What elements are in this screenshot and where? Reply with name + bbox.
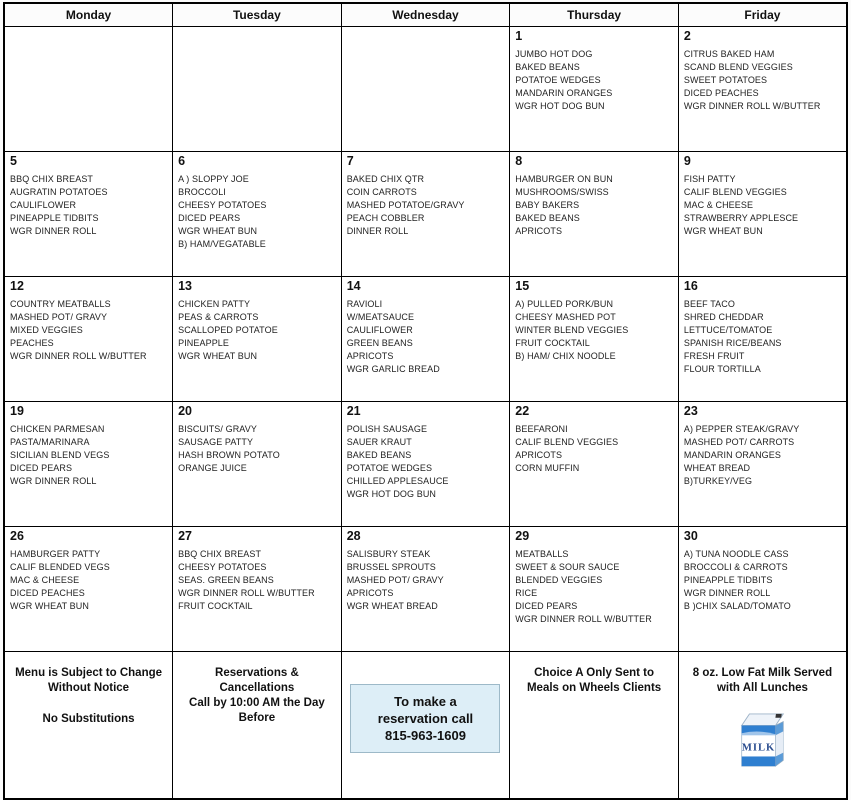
day-cell-19	[4, 402, 173, 527]
day-number: 21	[346, 404, 361, 418]
menu-item: SICILIAN BLEND VEGS	[10, 450, 110, 460]
menu-item: POLISH SAUSAGE	[346, 424, 428, 434]
day-cell-20	[173, 402, 342, 527]
menu-item: BISCUITS/ GRAVY	[178, 424, 257, 434]
menu-item: CAULIFLOWER	[346, 325, 413, 335]
day-header-thursday: Thursday	[510, 3, 679, 27]
menu-item: BEEF TACO	[683, 299, 735, 309]
menu-item: BAKED BEANS	[515, 213, 580, 223]
reservations-text: Call by 10:00 AM the Day	[189, 697, 325, 709]
menu-item: FLOUR TORTILLA	[683, 364, 761, 374]
menu-calendar	[3, 2, 848, 765]
menu-item: SPANISH RICE/BEANS	[683, 338, 782, 348]
menu-item: SCAND BLEND VEGGIES	[683, 62, 793, 72]
menu-item: B )CHIX SALAD/TOMATO	[683, 601, 791, 611]
calendar-table	[3, 2, 848, 800]
menu-item: CHILLED APPLESAUCE	[346, 476, 449, 486]
menu-item: WGR WHEAT BUN	[178, 351, 258, 361]
menu-item: SALISBURY STEAK	[346, 549, 431, 559]
day-number: 29	[515, 529, 530, 543]
menu-item: FRESH FRUIT	[683, 351, 745, 361]
menu-item: RICE	[515, 588, 538, 598]
week-row	[4, 402, 847, 527]
menu-item: WGR DINNER ROLL W/BUTTER	[10, 351, 147, 361]
day-cell-5	[4, 152, 173, 277]
menu-item: SAUER KRAUT	[346, 437, 412, 447]
footer-row	[4, 652, 847, 800]
menu-item: WHEAT BREAD	[683, 463, 751, 473]
day-cell-23	[678, 402, 847, 527]
menu-item: APRICOTS	[515, 226, 563, 236]
menu-item: MASHED POT/ GRAVY	[346, 575, 444, 585]
menu-item: WGR WHEAT BUN	[10, 601, 89, 611]
day-number: 2	[683, 29, 691, 43]
menu-item: COUNTRY MEATBALLS	[10, 299, 111, 309]
day-cell-1	[510, 27, 679, 152]
menu-item: WGR DINNER ROLL W/BUTTER	[683, 101, 821, 111]
reservation-box-text: reservation call	[377, 711, 474, 726]
day-number: 22	[515, 404, 530, 418]
menu-item: CORN MUFFIN	[515, 463, 580, 473]
day-number: 19	[10, 404, 24, 418]
menu-item: JUMBO HOT DOG	[515, 49, 593, 59]
reservations-text: Reservations &	[215, 667, 299, 679]
menu-item: FISH PATTY	[683, 174, 736, 184]
day-cell-empty	[173, 27, 342, 152]
menu-item: PEAS & CARROTS	[178, 312, 259, 322]
milk-label: MILK	[742, 742, 776, 754]
menu-item: WINTER BLEND VEGGIES	[515, 325, 629, 335]
menu-item: B) HAM/VEGATABLE	[178, 239, 266, 249]
menu-item: FRUIT COCKTAIL	[178, 601, 253, 611]
menu-item: A) TUNA NOODLE CASS	[683, 549, 789, 559]
footer-note-menu-change	[4, 652, 173, 800]
day-number: 9	[683, 154, 691, 168]
menu-item: CHICKEN PATTY	[178, 299, 251, 309]
day-cell-7	[341, 152, 510, 277]
day-number: 13	[178, 279, 192, 293]
menu-item: BBQ CHIX BREAST	[10, 174, 94, 184]
menu-change-text: Menu is Subject to Change	[15, 667, 163, 679]
menu-item: W/MEATSAUCE	[346, 312, 415, 322]
day-number: 15	[515, 279, 530, 293]
menu-item: CALIF BLENDED VEGS	[10, 562, 110, 572]
day-number: 8	[515, 154, 523, 168]
menu-item: DICED PEARS	[515, 601, 578, 611]
menu-item: B)TURKEY/VEG	[683, 476, 753, 486]
menu-item: BAKED BEANS	[346, 450, 412, 460]
reservation-phone-number: 815-963-1609	[385, 728, 466, 743]
menu-item: BEEFARONI	[515, 424, 568, 434]
day-number: 27	[178, 529, 192, 543]
day-header-row	[4, 3, 847, 27]
menu-item: WGR WHEAT BUN	[683, 226, 763, 236]
day-number: 6	[178, 154, 186, 168]
day-cell-26	[4, 527, 173, 652]
menu-item: MIXED VEGGIES	[10, 325, 83, 335]
day-number: 26	[10, 529, 24, 543]
day-number: 1	[515, 29, 523, 43]
week-row	[4, 27, 847, 152]
menu-item: RAVIOLI	[346, 299, 383, 309]
day-header-monday: Monday	[4, 3, 173, 27]
day-cell-9	[678, 152, 847, 277]
menu-item: CITRUS BAKED HAM	[683, 49, 775, 59]
menu-item: POTATOE WEDGES	[515, 75, 601, 85]
menu-item: SWEET POTATOES	[683, 75, 768, 85]
menu-item: PINEAPPLE	[178, 338, 230, 348]
day-cell-16	[678, 277, 847, 402]
menu-item: WGR WHEAT BREAD	[346, 601, 438, 611]
day-cell-empty	[341, 27, 510, 152]
day-header-friday: Friday	[678, 3, 847, 27]
menu-item: CALIF BLEND VEGGIES	[683, 187, 787, 197]
menu-item: BBQ CHIX BREAST	[178, 549, 262, 559]
day-number: 14	[346, 279, 361, 293]
menu-item: APRICOTS	[346, 588, 394, 598]
milk-carton-icon	[684, 710, 841, 777]
menu-item: WGR GARLIC BREAD	[346, 364, 440, 374]
day-number: 23	[683, 404, 698, 418]
menu-item: MAC & CHEESE	[10, 575, 80, 585]
menu-item: CAULIFLOWER	[10, 200, 77, 210]
day-cell-6	[173, 152, 342, 277]
reservations-text: Before	[238, 712, 276, 724]
menu-item: MAC & CHEESE	[683, 200, 754, 210]
footer-note-choice-a	[510, 652, 679, 800]
menu-item: DINNER ROLL	[346, 226, 409, 236]
menu-item: CHICKEN PARMESAN	[10, 424, 105, 434]
menu-item: APRICOTS	[515, 450, 563, 460]
week-row	[4, 277, 847, 402]
menu-item: CHEESY POTATOES	[178, 562, 267, 572]
day-cell-21	[341, 402, 510, 527]
menu-item: PINEAPPLE TIDBITS	[10, 213, 99, 223]
day-cell-22	[510, 402, 679, 527]
reservation-box-text: To make a	[394, 694, 457, 709]
footer-note-milk	[678, 652, 847, 800]
day-cell-14	[341, 277, 510, 402]
menu-item: FRUIT COCKTAIL	[515, 338, 590, 348]
menu-item: WGR DINNER ROLL	[10, 476, 97, 486]
menu-item: MEATBALLS	[515, 549, 569, 559]
menu-item: BROCCOLI & CARROTS	[683, 562, 788, 572]
menu-item: BAKED CHIX QTR	[346, 174, 425, 184]
menu-item: BABY BAKERS	[515, 200, 580, 210]
day-header-wednesday: Wednesday	[341, 3, 510, 27]
day-cell-13	[173, 277, 342, 402]
menu-item: PINEAPPLE TIDBITS	[683, 575, 773, 585]
menu-item: MANDARIN ORANGES	[683, 450, 781, 460]
choice-a-text: Choice A Only Sent to	[534, 667, 655, 679]
reservation-call-box	[350, 684, 500, 753]
menu-item: DICED PEARS	[178, 213, 241, 223]
day-number: 20	[178, 404, 192, 418]
menu-item: MASHED POTATOE/GRAVY	[346, 200, 465, 210]
milk-note-text: with All Lunches	[716, 682, 808, 694]
menu-item: PASTA/MARINARA	[10, 437, 90, 447]
milk-note-text: 8 oz. Low Fat Milk Served	[692, 667, 833, 679]
week-row	[4, 527, 847, 652]
day-number: 7	[346, 154, 354, 168]
menu-item: WGR DINNER ROLL W/BUTTER	[178, 588, 315, 598]
day-cell-12	[4, 277, 173, 402]
footer-note-reservations	[173, 652, 342, 800]
menu-item: BAKED BEANS	[515, 62, 580, 72]
menu-item: BROCCOLI	[178, 187, 226, 197]
menu-item: B) HAM/ CHIX NOODLE	[515, 351, 616, 361]
menu-item: LETTUCE/TOMATOE	[683, 325, 773, 335]
menu-item: DICED PEACHES	[10, 588, 85, 598]
day-cell-28	[341, 527, 510, 652]
day-number: 28	[346, 529, 361, 543]
menu-item: HAMBURGER ON BUN	[515, 174, 613, 184]
menu-item: SAUSAGE PATTY	[178, 437, 254, 447]
day-cell-29	[510, 527, 679, 652]
menu-item: WGR HOT DOG BUN	[346, 489, 437, 499]
menu-item: APRICOTS	[346, 351, 394, 361]
choice-a-text: Meals on Wheels Clients	[526, 682, 662, 694]
day-number: 30	[683, 529, 698, 543]
menu-item: WGR DINNER ROLL	[10, 226, 97, 236]
menu-item: MASHED POT/ GRAVY	[10, 312, 108, 322]
day-header-tuesday: Tuesday	[173, 3, 342, 27]
menu-item: POTATOE WEDGES	[346, 463, 433, 473]
menu-item: WGR DINNER ROLL	[683, 588, 771, 598]
day-cell-empty	[4, 27, 173, 152]
week-row	[4, 152, 847, 277]
day-number: 16	[683, 279, 698, 293]
menu-item: SCALLOPED POTATOE	[178, 325, 278, 335]
menu-item: CHEESY POTATOES	[178, 200, 267, 210]
menu-item: WGR DINNER ROLL W/BUTTER	[515, 614, 652, 624]
menu-item: DICED PEACHES	[683, 88, 759, 98]
menu-item: DICED PEARS	[10, 463, 73, 473]
menu-item: AUGRATIN POTATOES	[10, 187, 108, 197]
menu-item: COIN CARROTS	[346, 187, 417, 197]
day-number: 5	[10, 154, 17, 168]
menu-item: SWEET & SOUR SAUCE	[515, 562, 620, 572]
menu-item: HAMBURGER PATTY	[10, 549, 101, 559]
menu-item: MUSHROOMS/SWISS	[515, 187, 609, 197]
menu-item: STRAWBERRY APPLESCE	[683, 213, 799, 223]
footer-reservation-cell	[341, 652, 510, 800]
menu-item: A) PEPPER STEAK/GRAVY	[683, 424, 800, 434]
menu-item: PEACHES	[10, 338, 54, 348]
menu-change-text: Without Notice	[48, 682, 130, 694]
day-cell-27	[173, 527, 342, 652]
menu-item: MASHED POT/ CARROTS	[683, 437, 795, 447]
menu-item: BRUSSEL SPROUTS	[346, 562, 436, 572]
menu-item: WGR HOT DOG BUN	[515, 101, 605, 111]
no-substitutions-text: No Substitutions	[42, 713, 135, 725]
menu-item: GREEN BEANS	[346, 338, 413, 348]
day-cell-2	[678, 27, 847, 152]
menu-item: A ) SLOPPY JOE	[178, 174, 249, 184]
menu-item: CHEESY MASHED POT	[515, 312, 616, 322]
reservations-text: Cancellations	[219, 682, 295, 694]
menu-item: PEACH COBBLER	[346, 213, 425, 223]
day-number: 12	[10, 279, 24, 293]
menu-item: WGR WHEAT BUN	[178, 226, 258, 236]
menu-item: CALIF BLEND VEGGIES	[515, 437, 619, 447]
menu-item: SEAS. GREEN BEANS	[178, 575, 274, 585]
menu-item: HASH BROWN POTATO	[178, 450, 280, 460]
day-cell-15	[510, 277, 679, 402]
menu-item: SHRED CHEDDAR	[683, 312, 764, 322]
day-cell-30	[678, 527, 847, 652]
menu-item: ORANGE JUICE	[178, 463, 247, 473]
menu-item: A) PULLED PORK/BUN	[515, 299, 614, 309]
menu-item: MANDARIN ORANGES	[515, 88, 613, 98]
day-cell-8	[510, 152, 679, 277]
menu-item: BLENDED VEGGIES	[515, 575, 603, 585]
